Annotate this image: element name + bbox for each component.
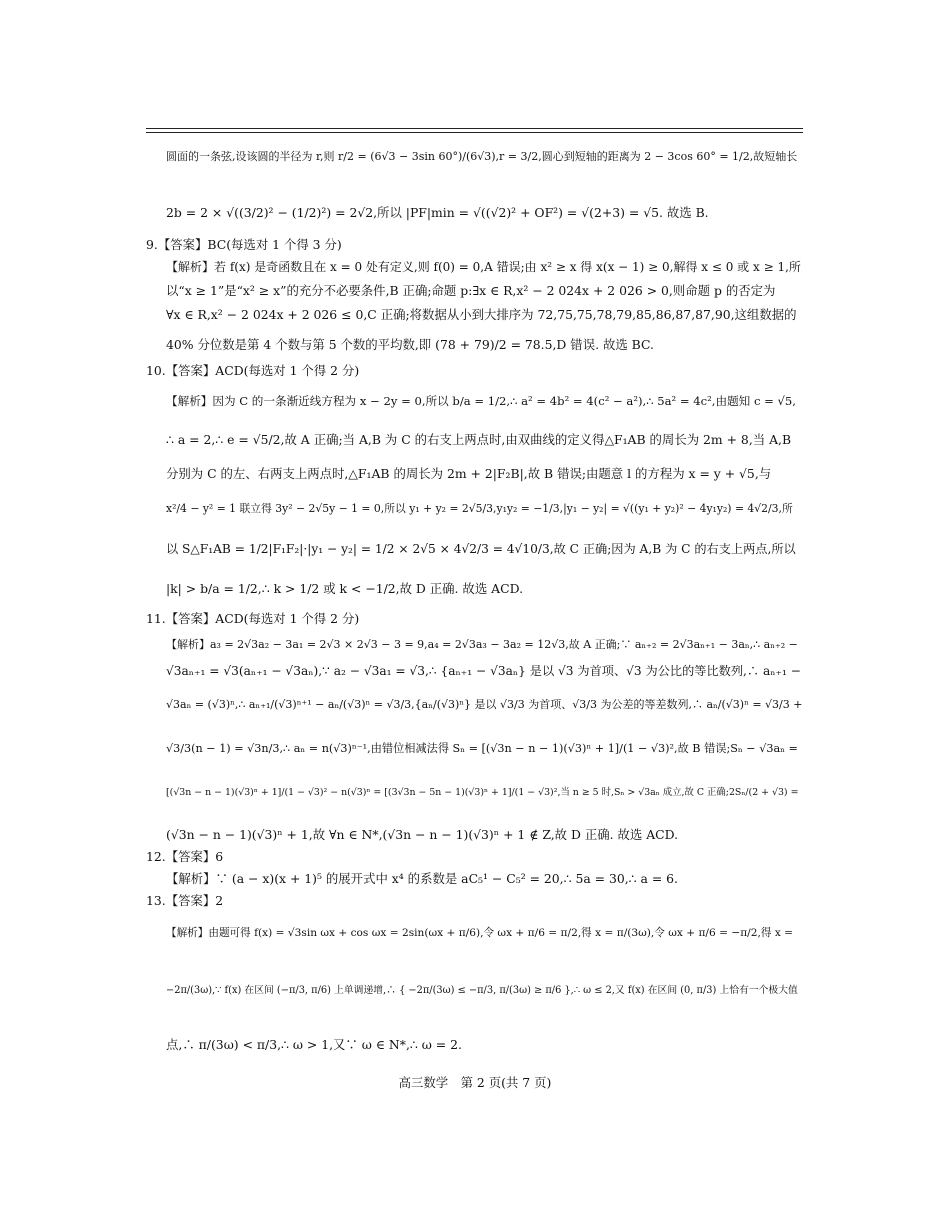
- page-footer: 高三数学 第 2 页(共 7 页): [398, 1075, 552, 1090]
- text-line: 2b = 2 × √((3/2)² − (1/2)²) = 2√2,所以 |PF|min = √((√2)² + OF²) = √(2+3) = √5. 故选 B.: [166, 205, 709, 220]
- text-line: x²/4 − y² = 1 联立得 3y² − 2√5y − 1 = 0,所以 y₁ + y₂ = 2√5/3,y₁y₂ = −1/3,|y₁ − y₂| = √((y₁ + y₂)² − 4y₁y₂) = 4√2/3,所: [166, 502, 793, 515]
- question-9-answer: 9.【答案】BC(每选对 1 个得 3 分): [146, 237, 342, 252]
- text-line: 【解析】若 f(x) 是奇函数且在 x = 0 处有定义,则 f(0) = 0,A 错误;由 x² ≥ x 得 x(x − 1) ≥ 0,解得 x ≤ 0 或 x ≥ 1,所: [166, 260, 801, 274]
- text-line: √3aₙ = (√3)ⁿ,∴ aₙ₊₁/(√3)ⁿ⁺¹ − aₙ/(√3)ⁿ = √3/3,{aₙ/(√3)ⁿ} 是以 √3/3 为首项、√3/3 为公差的等差数列,∴ aₙ/(√3)ⁿ = √3/3 +: [166, 698, 803, 711]
- question-13-answer: 13.【答案】2: [146, 893, 224, 908]
- text-line: 以“x ≥ 1”是“x² ≥ x”的充分不必要条件,B 正确;命题 p:∃x ∈ R,x² − 2 024x + 2 026 > 0,则命题 p 的否定为: [166, 283, 776, 298]
- text-line: 以 S△F₁AB = 1/2|F₁F₂|·|y₁ − y₂| = 1/2 × 2√5 × 4√2/3 = 4√10/3,故 C 正确;因为 A,B 为 C 的右支上两点,所以: [166, 542, 796, 556]
- question-11-answer: 11.【答案】ACD(每选对 1 个得 2 分): [146, 611, 360, 626]
- text-line: 【解析】由题可得 f(x) = √3sin ωx + cos ωx = 2sin(ωx + π/6),令 ωx + π/6 = π/2,得 x = π/(3ω),令 ωx + π/6 = −π/2,得 x =: [166, 927, 794, 939]
- text-line: ∴ a = 2,∴ e = √5/2,故 A 正确;当 A,B 为 C 的右支上两点时,由双曲线的定义得△F₁AB 的周长为 2m + 8,当 A,B: [166, 432, 792, 447]
- text-line: 【解析】因为 C 的一条渐近线方程为 x − 2y = 0,所以 b/a = 1/2,∴ a² = 4b² = 4(c² − a²),∴ 5a² = 4c²,由题知 c = √5,: [166, 394, 796, 408]
- text-line: 40% 分位数是第 4 个数与第 5 个数的平均数,即 (78 + 79)/2 = 78.5,D 错误. 故选 BC.: [166, 337, 654, 352]
- question-12-answer: 12.【答案】6: [146, 849, 224, 864]
- text-line: √3aₙ₊₁ = √3(aₙ₊₁ − √3aₙ),∵ a₂ − √3a₁ = √3,∴ {aₙ₊₁ − √3aₙ} 是以 √3 为首项、√3 为公比的等比数列,∴ aₙ₊₁ −: [166, 664, 801, 678]
- question-10-answer: 10.【答案】ACD(每选对 1 个得 2 分): [146, 363, 360, 378]
- header-rule-bottom: [146, 132, 803, 133]
- text-line: 分别为 C 的左、右两支上两点时,△F₁AB 的周长为 2m + 2|F₂B|,故 B 错误;由题意 l 的方程为 x = y + √5,与: [166, 466, 772, 481]
- text-line: 圆面的一条弦,设该圆的半径为 r,则 r/2 = (6√3 − 3sin 60°)/(6√3),r = 3/2,圆心到短轴的距离为 2 − 3cos 60° = 1/2,故短轴长: [166, 150, 798, 163]
- text-line: 点,∴ π/(3ω) < π/3,∴ ω > 1,又∵ ω ∈ N*,∴ ω = 2.: [166, 1037, 462, 1052]
- text-line: [(√3n − n − 1)(√3)ⁿ + 1]/(1 − √3)² − n(√3)ⁿ = [(3√3n − 5n − 1)(√3)ⁿ + 1]/(1 − √3)²,当 n ≥ 5 时,Sₙ > √3aₙ 成立,故 C 正确;2Sₙ/(2 + √3) =: [166, 787, 799, 798]
- text-line: 【解析】a₃ = 2√3a₂ − 3a₁ = 2√3 × 2√3 − 3 = 9,a₄ = 2√3a₃ − 3a₂ = 12√3,故 A 正确;∵ aₙ₊₂ = 2√3aₙ₊₁ − 3aₙ,∴ aₙ₊₂ −: [166, 638, 798, 651]
- text-line: √3/3(n − 1) = √3n/3,∴ aₙ = n(√3)ⁿ⁻¹,由错位相减法得 Sₙ = [(√3n − n − 1)(√3)ⁿ + 1]/(1 − √3)²,故 B 错误;Sₙ − √3aₙ =: [166, 742, 798, 755]
- text-line: ∀x ∈ R,x² − 2 024x + 2 026 ≤ 0,C 正确;将数据从小到大排序为 72,75,75,78,79,85,86,87,87,90,这组数据的: [166, 307, 797, 322]
- header-rule-top: [146, 128, 803, 129]
- text-line: |k| > b/a = 1/2,∴ k > 1/2 或 k < −1/2,故 D 正确. 故选 ACD.: [166, 581, 524, 596]
- text-line: (√3n − n − 1)(√3)ⁿ + 1,故 ∀n ∈ N*,(√3n − n − 1)(√3)ⁿ + 1 ∉ Z,故 D 正确. 故选 ACD.: [166, 827, 679, 842]
- text-line: −2π/(3ω),∵ f(x) 在区间 (−π/3, π/6) 上单调递增,∴ { −2π/(3ω) ≤ −π/3, π/(3ω) ≥ π/6 },∴ ω ≤ 2,又 f(x) 在区间 (0, π/3) 上恰有一个极大值: [166, 985, 798, 996]
- text-line: 【解析】∵ (a − x)(x + 1)⁵ 的展开式中 x⁴ 的系数是 aC₅¹ − C₅² = 20,∴ 5a = 30,∴ a = 6.: [166, 871, 678, 886]
